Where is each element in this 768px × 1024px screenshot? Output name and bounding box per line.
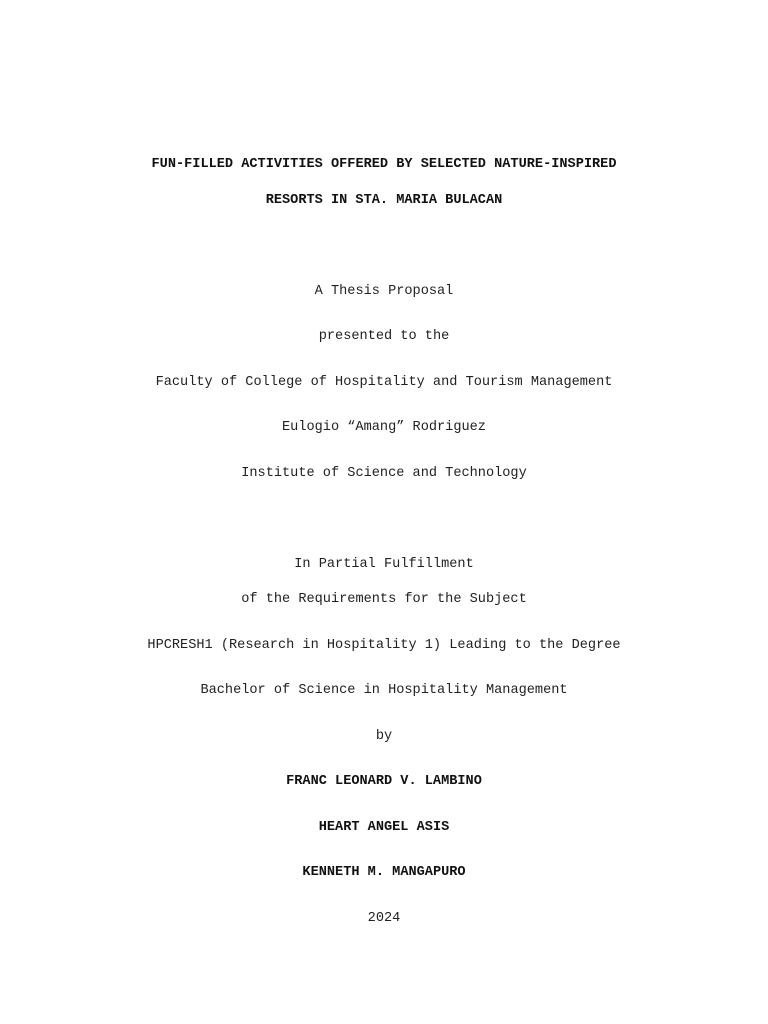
institution-name-line-2: Institute of Science and Technology xyxy=(241,466,527,481)
by-label: by xyxy=(375,729,393,744)
thesis-title-line-1: FUN-FILLED ACTIVITIES OFFERED BY SELECTED NATURE-INSPIRED xyxy=(151,157,617,172)
institution-name-line-1: Eulogio “Amang” Rodriguez xyxy=(282,420,486,435)
author-name: HEART ANGEL ASIS xyxy=(318,820,450,835)
fulfillment-line-1: In Partial Fulfillment xyxy=(294,557,474,572)
subject-line: HPCRESH1 (Research in Hospitality 1) Leading to the Degree xyxy=(147,638,621,653)
document-type: A Thesis Proposal xyxy=(314,284,454,299)
faculty-name: Faculty of College of Hospitality and Tourism Management xyxy=(155,375,613,390)
thesis-title-line-2: RESORTS IN STA. MARIA BULACAN xyxy=(265,193,503,208)
fulfillment-line-2: of the Requirements for the Subject xyxy=(241,592,527,607)
author-name: KENNETH M. MANGAPURO xyxy=(302,865,466,880)
author-name: FRANC LEONARD V. LAMBINO xyxy=(286,774,482,789)
presented-to-text: presented to the xyxy=(318,329,450,344)
degree-line: Bachelor of Science in Hospitality Management xyxy=(200,683,568,698)
year: 2024 xyxy=(367,911,401,926)
